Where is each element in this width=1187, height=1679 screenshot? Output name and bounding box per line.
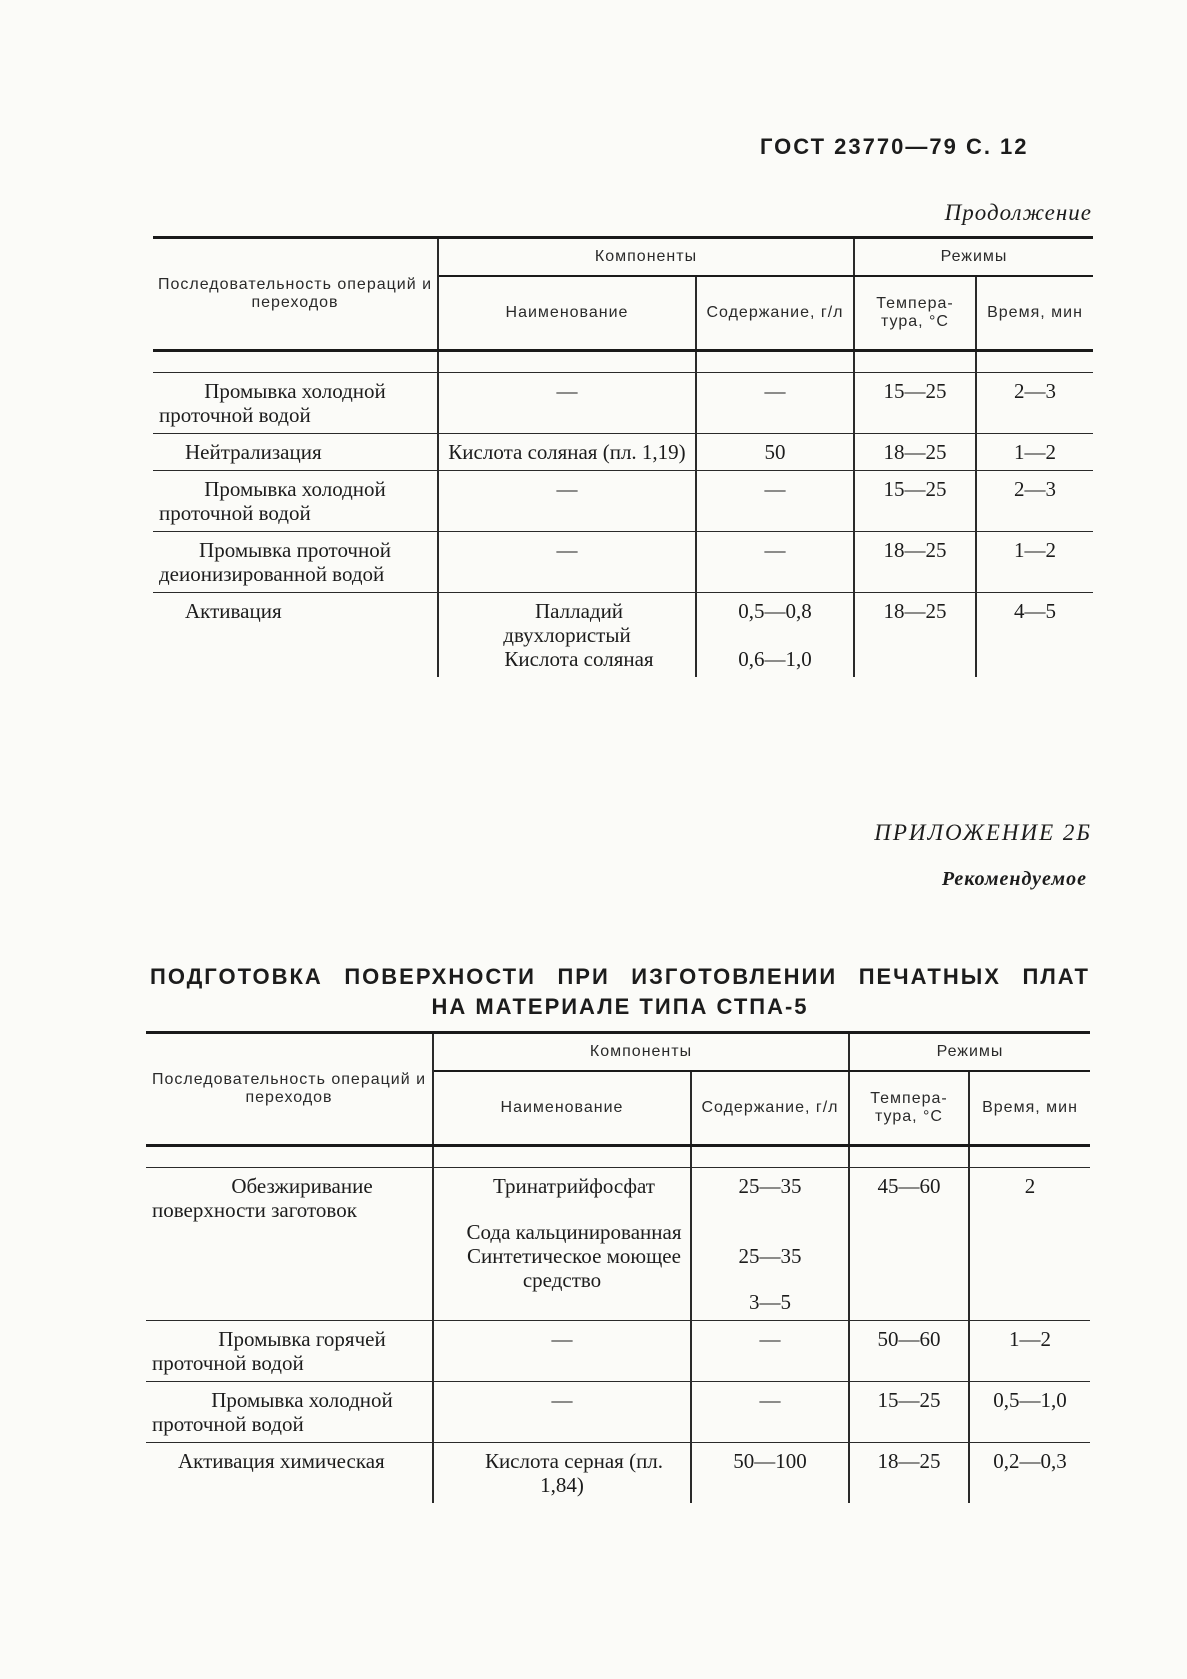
component-content-cell (691, 1168, 849, 1321)
operation-text: Промывка холодной проточной водой (152, 1388, 393, 1436)
page-header: ГОСТ 23770—79 С. 12 (760, 134, 1029, 159)
column-header-content: Содержание, г/л (696, 276, 854, 351)
continuation-label: Продолжение (944, 200, 1092, 225)
component-content-cell (696, 593, 854, 678)
table-row (146, 1168, 1090, 1321)
component-content: 25—35 (738, 1244, 802, 1268)
column-header-modes: Режимы (849, 1033, 1090, 1072)
column-header-time: Время, мин (969, 1071, 1090, 1146)
table-row (146, 1443, 1090, 1504)
operation-cell (146, 1168, 433, 1321)
time-cell: 0,2—0,3 (993, 1449, 1067, 1473)
section-title-line: ПОДГОТОВКА ПОВЕРХНОСТИ ПРИ ИЗГОТОВЛЕНИИ ПЕЧАТНЫХ ПЛАТ (150, 964, 1090, 989)
component-content-cell: — (696, 471, 854, 532)
table-row (146, 1321, 1090, 1382)
component-name: Синтетическое моющее средство (467, 1244, 681, 1292)
operation-text: Промывка горячей проточной водой (152, 1327, 386, 1375)
time-cell: 2—3 (976, 471, 1093, 532)
component-name-cell: — (433, 1321, 691, 1382)
temperature-cell: 18—25 (854, 434, 976, 471)
time-cell: 1—2 (969, 1321, 1090, 1382)
component-name: Палладий двухлористый (503, 599, 631, 647)
operation-cell: Промывка холодной проточной водой (153, 373, 438, 434)
operation-cell (153, 434, 438, 471)
operation-text: Обезжиривание поверхности заготовок (152, 1174, 373, 1222)
operation-cell (146, 1443, 433, 1504)
temperature-cell: 18—25 (854, 593, 976, 678)
column-header-content: Содержание, г/л (691, 1071, 849, 1146)
table-row (153, 593, 1093, 678)
component-content: 0,5—0,8 (738, 599, 812, 623)
component-content: 0,6—1,0 (738, 647, 812, 671)
component-name-cell (433, 1168, 691, 1321)
component-content-cell: 50—100 (691, 1443, 849, 1504)
column-header-temperature: Темпера-тура, °С (849, 1071, 969, 1146)
temperature-cell: 18—25 (849, 1443, 969, 1504)
component-content-cell: — (691, 1382, 849, 1443)
component-name-cell (438, 593, 696, 678)
table-row (146, 1382, 1090, 1443)
component-content-cell: — (696, 373, 854, 434)
column-header-modes: Режимы (854, 238, 1093, 277)
temperature-cell: 18—25 (854, 532, 976, 593)
operation-cell (146, 1382, 433, 1443)
table-row (153, 471, 1093, 532)
column-header-time: Время, мин (976, 276, 1093, 351)
component-name-cell (433, 1443, 691, 1504)
temperature-cell: 50—60 (849, 1321, 969, 1382)
time-cell: 4—5 (1014, 599, 1056, 623)
component-content-cell: 50 (696, 434, 854, 471)
column-header-components: Компоненты (433, 1033, 849, 1072)
component-name: Сода кальцинированная (466, 1220, 682, 1244)
operation-cell (153, 593, 438, 678)
column-header-name: Наименование (433, 1071, 691, 1146)
component-name-cell: — (438, 532, 696, 593)
operation-text: Нейтрализация (185, 440, 322, 464)
column-header-temperature: Темпера-тура, °С (854, 276, 976, 351)
appendix-subtitle: Рекомендуемое (941, 868, 1087, 890)
section-title-line: НА МАТЕРИАЛЕ ТИПА СТПА-5 (431, 994, 809, 1019)
component-content-cell: — (691, 1321, 849, 1382)
component-content: 25—35 (738, 1174, 802, 1198)
temperature-cell: 45—60 (849, 1168, 969, 1321)
component-name-cell: Кислота соляная (пл. 1,19) (438, 434, 696, 471)
component-name: Кислота серная (пл. 1,84) (484, 1449, 664, 1497)
component-name-cell: — (438, 471, 696, 532)
temperature-cell: 15—25 (854, 471, 976, 532)
time-cell: 1—2 (976, 434, 1093, 471)
temperature-cell: 15—25 (849, 1382, 969, 1443)
table-row (153, 532, 1093, 593)
table-row (153, 434, 1093, 471)
time-cell: 1—2 (976, 532, 1093, 593)
operation-cell: Промывка холодной проточной водой (153, 471, 438, 532)
column-header-operations: Последовательность операций и переходов (146, 1033, 433, 1146)
column-header-operations: Последовательность операций и переходов (153, 238, 438, 351)
component-name-cell: — (438, 373, 696, 434)
column-header-name: Наименование (438, 276, 696, 351)
section-title (150, 962, 1090, 1022)
operation-cell (146, 1321, 433, 1382)
operation-text: Активация химическая (178, 1449, 385, 1473)
column-header-components: Компоненты (438, 238, 854, 277)
appendix-title: ПРИЛОЖЕНИЕ 2Б (874, 820, 1092, 845)
process-table-stpa5 (146, 1031, 1090, 1503)
process-table-continuation (153, 236, 1093, 677)
time-cell: 2—3 (976, 373, 1093, 434)
component-content: 3—5 (749, 1290, 791, 1314)
operation-text: Активация (185, 599, 282, 623)
operation-cell: Промывка проточной деионизированной водой (153, 532, 438, 593)
table-row (153, 373, 1093, 434)
time-cell: 2 (969, 1168, 1090, 1321)
component-name-cell: — (433, 1382, 691, 1443)
component-name: Кислота соляная (504, 647, 654, 671)
component-name: Тринатрийфосфат (493, 1174, 655, 1198)
temperature-cell: 15—25 (854, 373, 976, 434)
time-cell: 0,5—1,0 (969, 1382, 1090, 1443)
component-content-cell: — (696, 532, 854, 593)
